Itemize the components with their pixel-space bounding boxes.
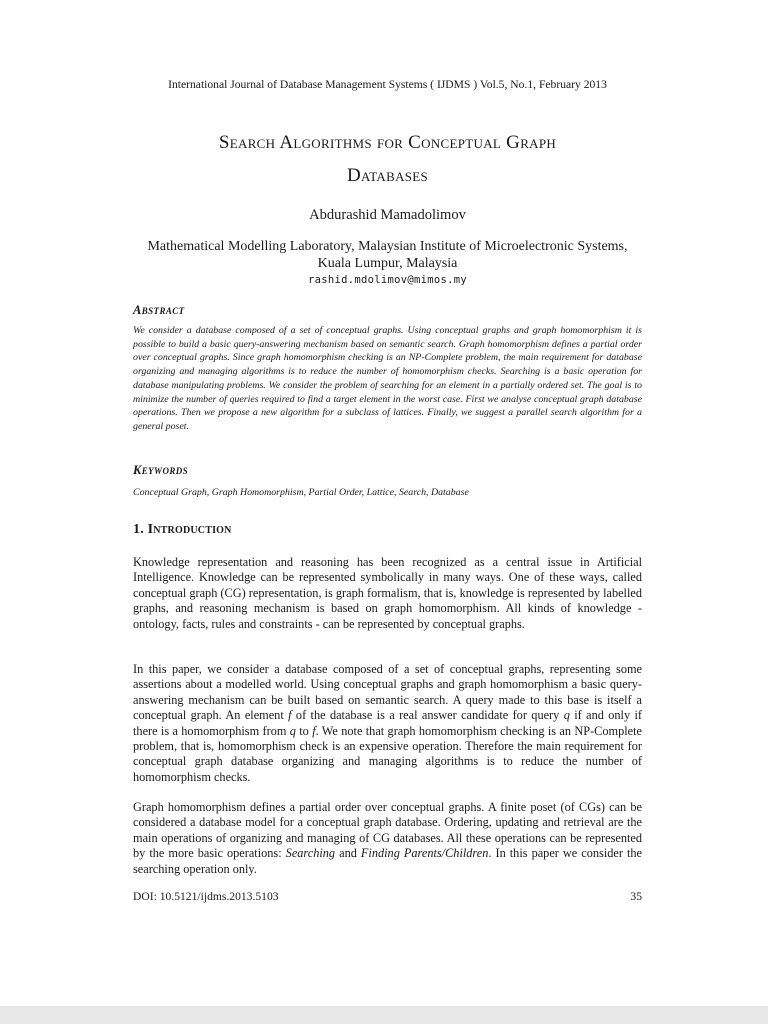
viewer-bottom-strip [0,1006,768,1024]
paper-title [133,126,642,192]
abstract-heading: Abstract [133,303,185,317]
title-line-1: Search Algorithms for Conceptual Graph [218,132,557,153]
p2-var-q: q [563,708,570,723]
p2-text-a: In this paper, we consider a database composed of a set of conceptual graphs, representing some assertions about a modelled world. Using conceptual graphs and graph homomorphism a basic query-answering mechanism can be built based on semantic search. A query made to this base is itself a conceptual graph. An element [133,662,642,723]
footer-page-number: 35 [630,890,642,903]
p3-and: and [335,846,361,861]
keywords-heading: Keywords [133,463,189,477]
affiliation-line-2: Kuala Lumpur, Malaysia [317,256,458,271]
p2-text-b: of the database is a real answer candidate for query [291,708,564,723]
intro-paragraph-2 [133,662,642,785]
intro-paragraph-1: Knowledge representation and reasoning has been recognized as a central issue in Artificial Intelligence. Knowledge can be represented symbolically in many ways. One of these ways, called conceptual graph (CG) representation, is graph formalism, that is, knowledge is represented by labelled graphs, and reasoning mechanism is based on graph homomorphism. All kinds of knowledge - ontology, facts, rules and constraints - can be represented by conceptual graphs. [133,555,642,631]
p2-var-f: f [288,708,292,723]
p2-text-d: to [295,723,313,738]
p3-searching: Searching [285,846,336,861]
p2-text-c: if and only if there is a homomorphism from [133,708,643,738]
intro-paragraph-3 [133,800,642,877]
p2-var-f2: f [312,723,316,738]
title-line-2: Databases [346,165,429,186]
running-head: International Journal of Database Management Systems ( IJDMS ) Vol.5, No.1, February 2013 [168,78,607,91]
affiliation [133,238,642,272]
p3-finding-parents-children: Finding Parents/Children [360,846,489,861]
p3-text-b: . In this paper we consider the searching operation only. [133,846,642,876]
keywords-text: Conceptual Graph, Graph Homomorphism, Partial Order, Lattice, Search, Database [133,487,469,498]
author-name: Abdurashid Mamadolimov [309,207,466,223]
abstract-text: We consider a database composed of a set of conceptual graphs. Using conceptual graphs and graph homomorphism it is possible to build a basic query-answering mechanism based on semantic search. Graph homomorphism defines a partial order over conceptual graphs. Since graph homomorphism checking is an NP-Complete problem, the main requirement for database organizing and managing algorithms is to reduce the number of homomorphism checks. Searching is a basic operation for database manipulating problems. We consider the problem of searching for an element in a partially ordered set. The goal is to minimize the number of queries required to find a target element in the worst case. First we analyse conceptual graph database operations. Then we propose a new algorithm for a subclass of lattices. Finally, we suggest a parallel search algorithm for a general poset. [133,325,642,432]
footer-doi: DOI: 10.5121/ijdms.2013.5103 [133,890,279,903]
p2-var-q2: q [289,723,296,738]
introduction-heading: 1. Introduction [133,522,232,537]
p2-text-e: . We note that graph homomorphism checking is an NP-Complete problem, that is, homomorphism check is an expensive operation. Therefore the main requirement for conceptual graph database organizing and managing algorithms is to reduce the number of homomorphism checks. [133,723,642,784]
affiliation-line-1: Mathematical Modelling Laboratory, Malaysian Institute of Microelectronic Systems, [147,239,628,254]
p3-text-a: Graph homomorphism defines a partial order over conceptual graphs. A finite poset (of CGs) can be considered a database model for a conceptual graph database. Ordering, updating and retrieval are the main operations of organizing and managing of CG databases. All these operations can be represented by the more basic operations: [133,800,642,861]
author-email: rashid.mdolimov@mimos.my [308,274,467,286]
